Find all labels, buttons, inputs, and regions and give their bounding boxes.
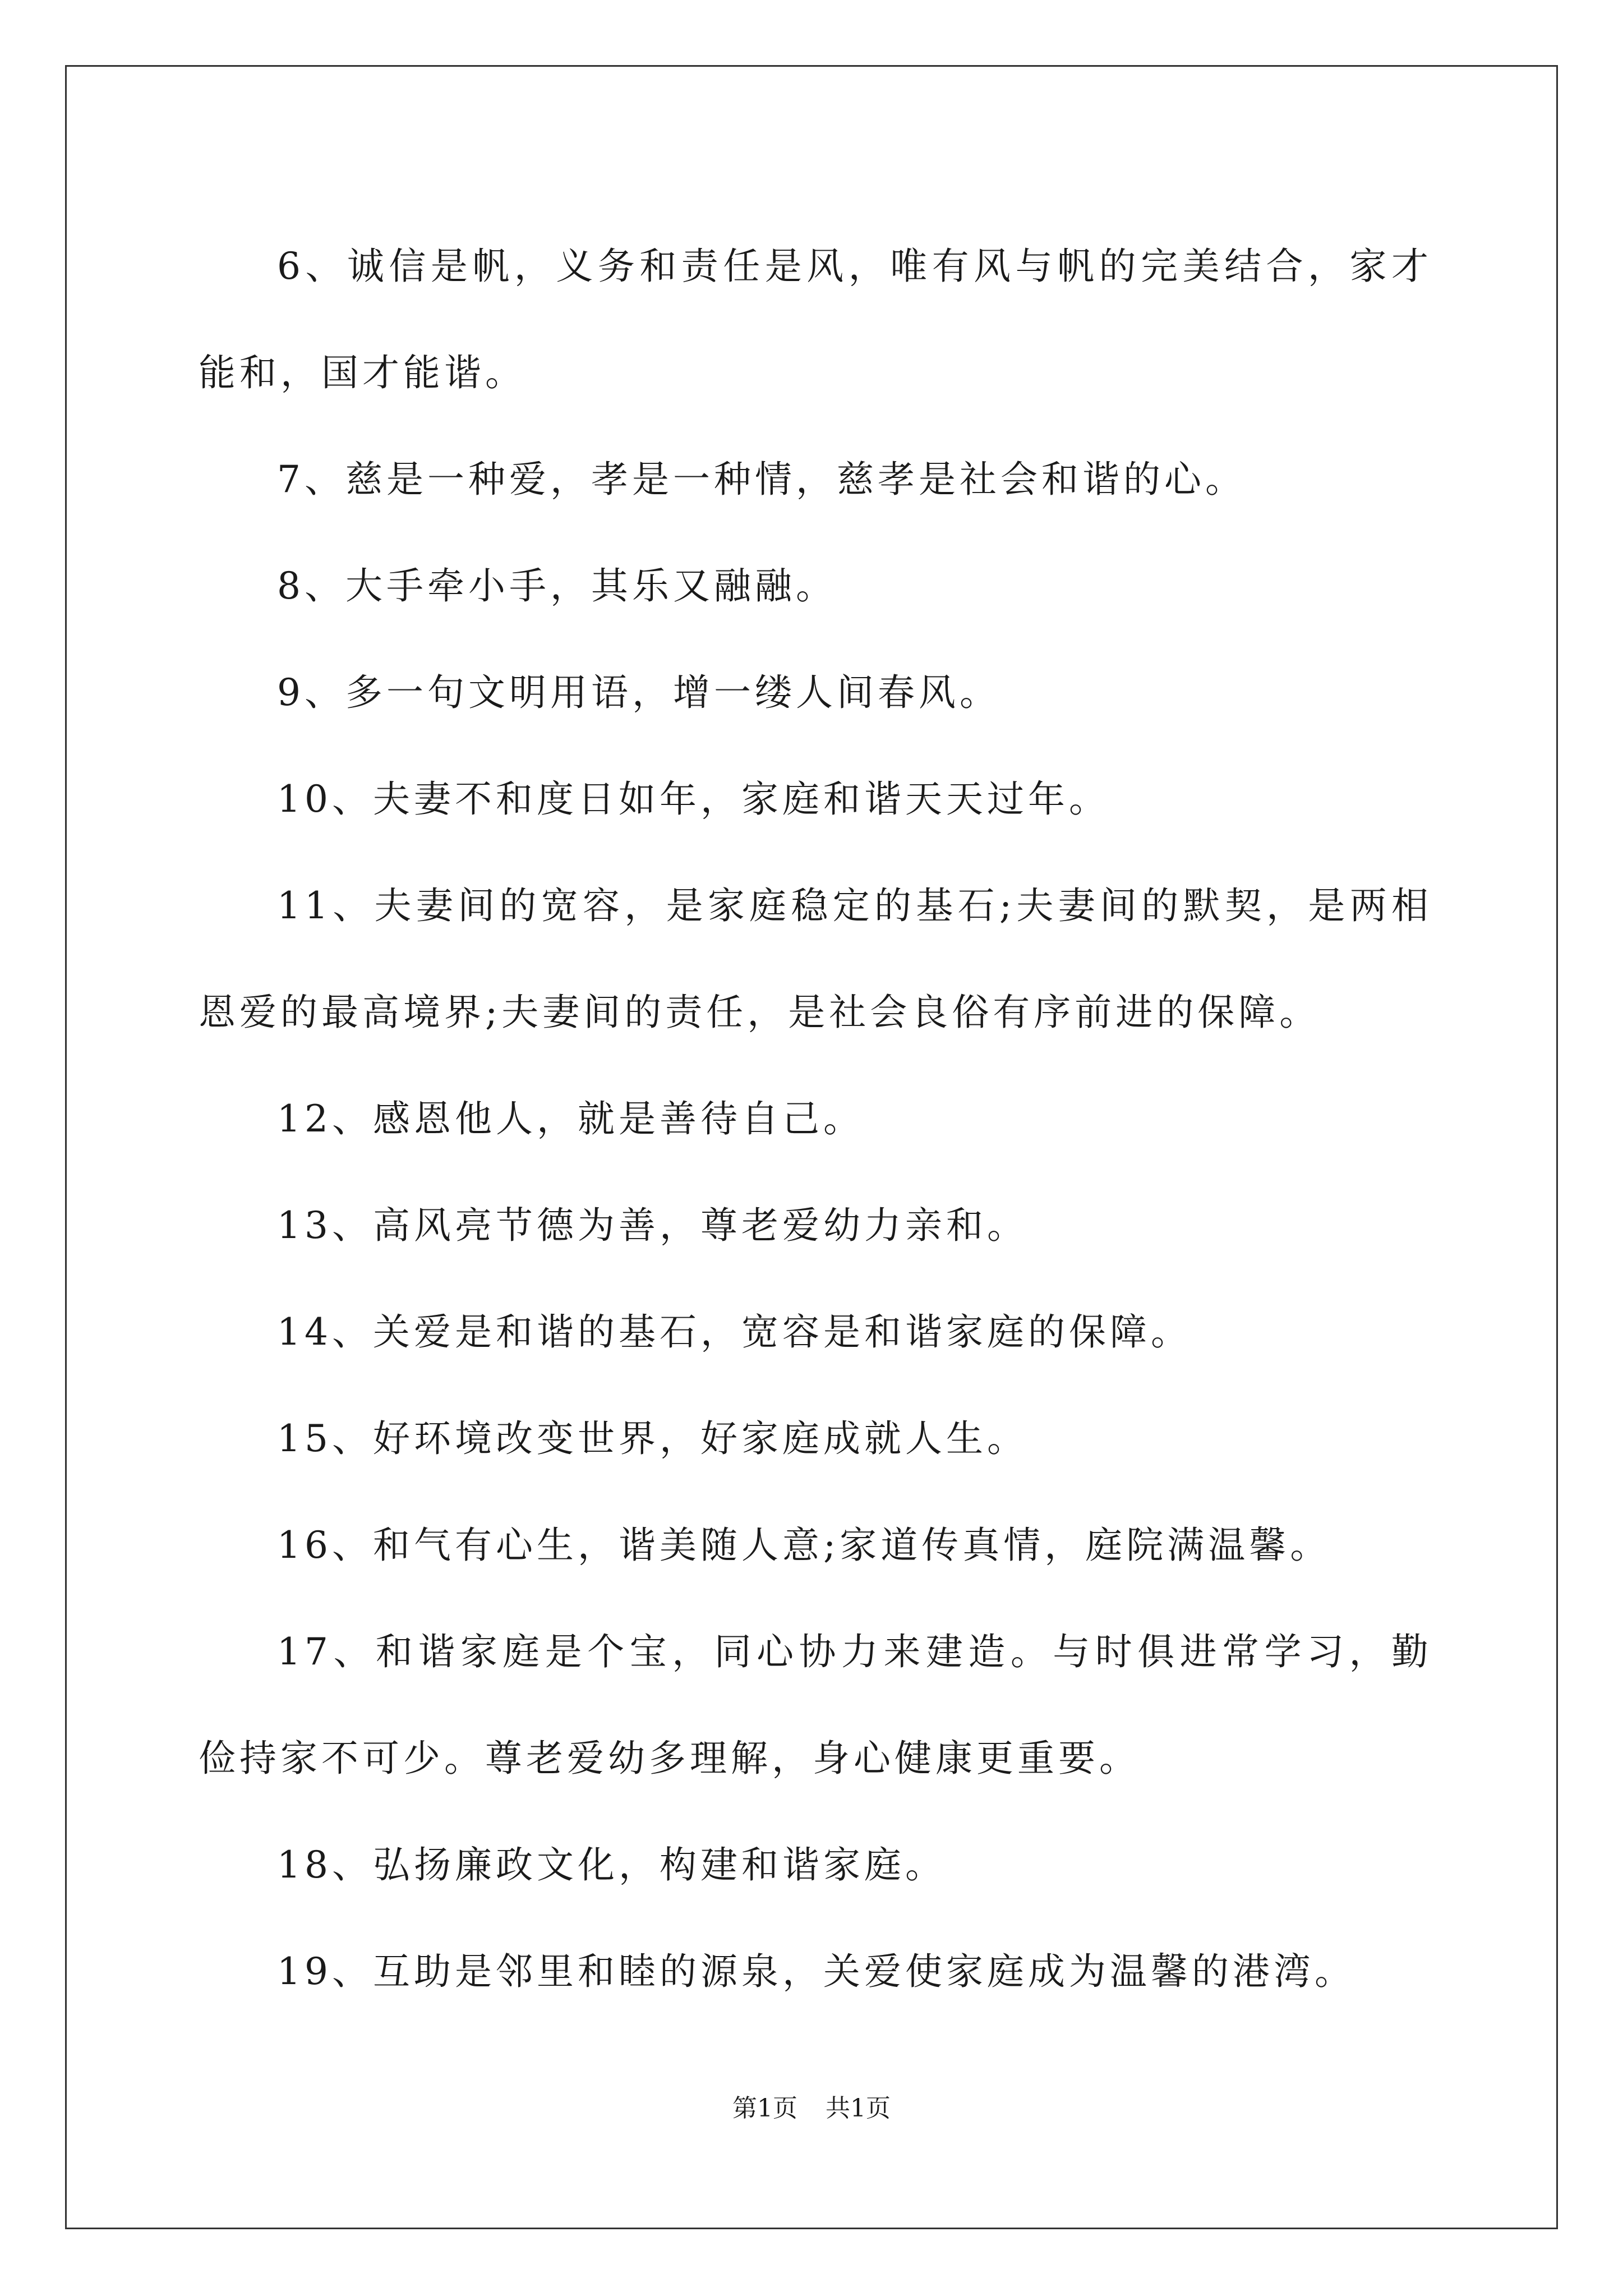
page-total: 共1页 xyxy=(826,2094,891,2123)
page-number: 第1页 xyxy=(732,2094,797,2123)
page-footer xyxy=(0,2088,1623,2124)
paragraph-18: 18、弘扬廉政文化，构建和谐家庭。 xyxy=(277,1843,946,1887)
paragraph-10: 10、夫妻不和度日如年，家庭和谐天天过年。 xyxy=(277,777,1110,821)
paragraph-13: 13、高风亮节德为善，尊老爱幼力亲和。 xyxy=(277,1204,1028,1247)
paragraph-19: 19、互助是邻里和睦的源泉，关爱使家庭成为温馨的港湾。 xyxy=(277,1950,1355,1993)
document-body xyxy=(199,213,1432,2025)
paragraph-6: 6、诚信是帆，义务和责任是风，唯有风与帆的完美结合，家才能和，国才能谐。 xyxy=(199,245,1432,394)
paragraph-7: 7、慈是一种爱，孝是一种情，慈孝是社会和谐的心。 xyxy=(277,458,1246,501)
paragraph-14: 14、关爱是和谐的基石，宽容是和谐家庭的保障。 xyxy=(277,1310,1192,1354)
paragraph-17: 17、和谐家庭是个宝，同心协力来建造。与时俱进常学习，勤俭持家不可少。尊老爱幼多理解，身心健康更重要。 xyxy=(199,1630,1432,1780)
paragraph-11: 11、夫妻间的宽容，是家庭稳定的基石;夫妻间的默契，是两相恩爱的最高境界;夫妻间的责任，是社会良俗有序前进的保障。 xyxy=(199,884,1432,1034)
paragraph-15: 15、好环境改变世界，好家庭成就人生。 xyxy=(277,1417,1028,1460)
paragraph-16: 16、和气有心生，谐美随人意;家道传真情，庭院满温馨。 xyxy=(277,1524,1331,1567)
paragraph-9: 9、多一句文明用语，增一缕人间春风。 xyxy=(277,671,1000,714)
paragraph-12: 12、感恩他人，就是善待自己。 xyxy=(277,1097,864,1140)
paragraph-8: 8、大手牵小手，其乐又融融。 xyxy=(277,564,837,608)
